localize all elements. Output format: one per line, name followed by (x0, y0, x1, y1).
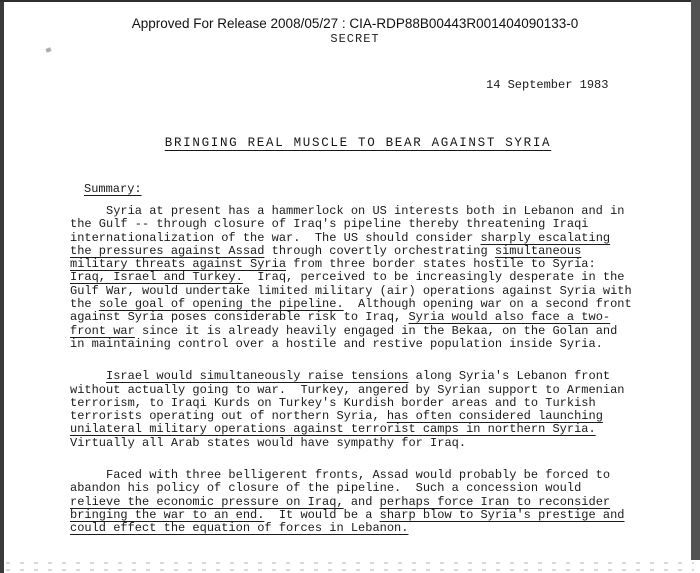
scan-edge-left (0, 0, 4, 573)
paragraph (70, 370, 655, 450)
classification-marking: SECRET (330, 32, 380, 46)
doc-line: against Syria poses considerable risk to Iraq, Syria would also face a two- (70, 310, 611, 325)
doc-line: Faced with three belligerent fronts, Assad would probably be forced to (70, 468, 611, 483)
doc-line: front war since it is already heavily engaged in the Bekaa, on the Golan and (70, 323, 618, 338)
doc-line: terrorists operating out of northern Syria, has often considered launching (70, 409, 603, 424)
doc-line: Syria at present has a hammerlock on US interests both in Lebanon and in (70, 204, 625, 218)
paragraph (70, 205, 655, 351)
scan-speck (45, 47, 51, 52)
doc-line: could effect the equation of forces in Lebanon. (70, 521, 409, 536)
doc-line: relieve the economic pressure on Iraq, and perhaps force Iran to reconsider (70, 494, 611, 509)
doc-line: the pressures against Assad through covertly orchestrating simultaneous (70, 243, 582, 258)
doc-line: Iraq, Israel and Turkey. Iraq, perceived to be increasingly desperate in the (70, 270, 625, 285)
doc-line: Gulf War, would undertake limited military (air) operations against Syria with (70, 283, 632, 298)
summary-heading: Summary: (84, 182, 142, 196)
doc-line: in maintaining control over a hostile and restive population inside Syria. (70, 336, 603, 351)
doc-line: Virtually all Arab states would have sympathy for Iraq. (70, 435, 467, 450)
scan-edge-top (0, 0, 700, 2)
doc-line: the Gulf -- through closure of Iraq's pipeline thereby threatening Iraqi (70, 217, 589, 232)
doc-line: unilateral military operations against terrorist camps in northern Syria. (70, 422, 596, 437)
scan-noise-row (6, 569, 694, 571)
doc-line: the sole goal of opening the pipeline. Although opening war on a second front (70, 297, 632, 312)
doc-line: terrorism, to Iraqi Kurds on Turkey's Kurdish border areas and to Turkish (70, 395, 596, 410)
doc-line: internationalization of the war. The US should consider sharply escalating (70, 230, 611, 245)
doc-line: abandon his policy of closure of the pipeline. Such a concession would (70, 481, 582, 496)
scan-edge-right (691, 0, 700, 560)
doc-line: bringing the war to an end. It would be a sharp blow to Syria's prestige and (70, 507, 625, 522)
paragraph (70, 469, 655, 535)
document-title: BRINGING REAL MUSCLE TO BEAR AGAINST SYRIA (164, 136, 552, 150)
release-stamp: Approved For Release 2008/05/27 : CIA-RDP88B00443R001404090133-0 (131, 16, 579, 31)
doc-line: without actually going to war. Turkey, angered by Syrian support to Armenian (70, 382, 625, 397)
document-body (70, 205, 655, 536)
scan-noise-row (6, 562, 694, 564)
doc-line: military threats against Syria from three border states hostile to Syria: (70, 257, 596, 272)
document-date: 14 September 1983 (486, 78, 609, 92)
doc-line: Israel would simultaneously raise tensions along Syria's Lebanon front (106, 369, 611, 384)
